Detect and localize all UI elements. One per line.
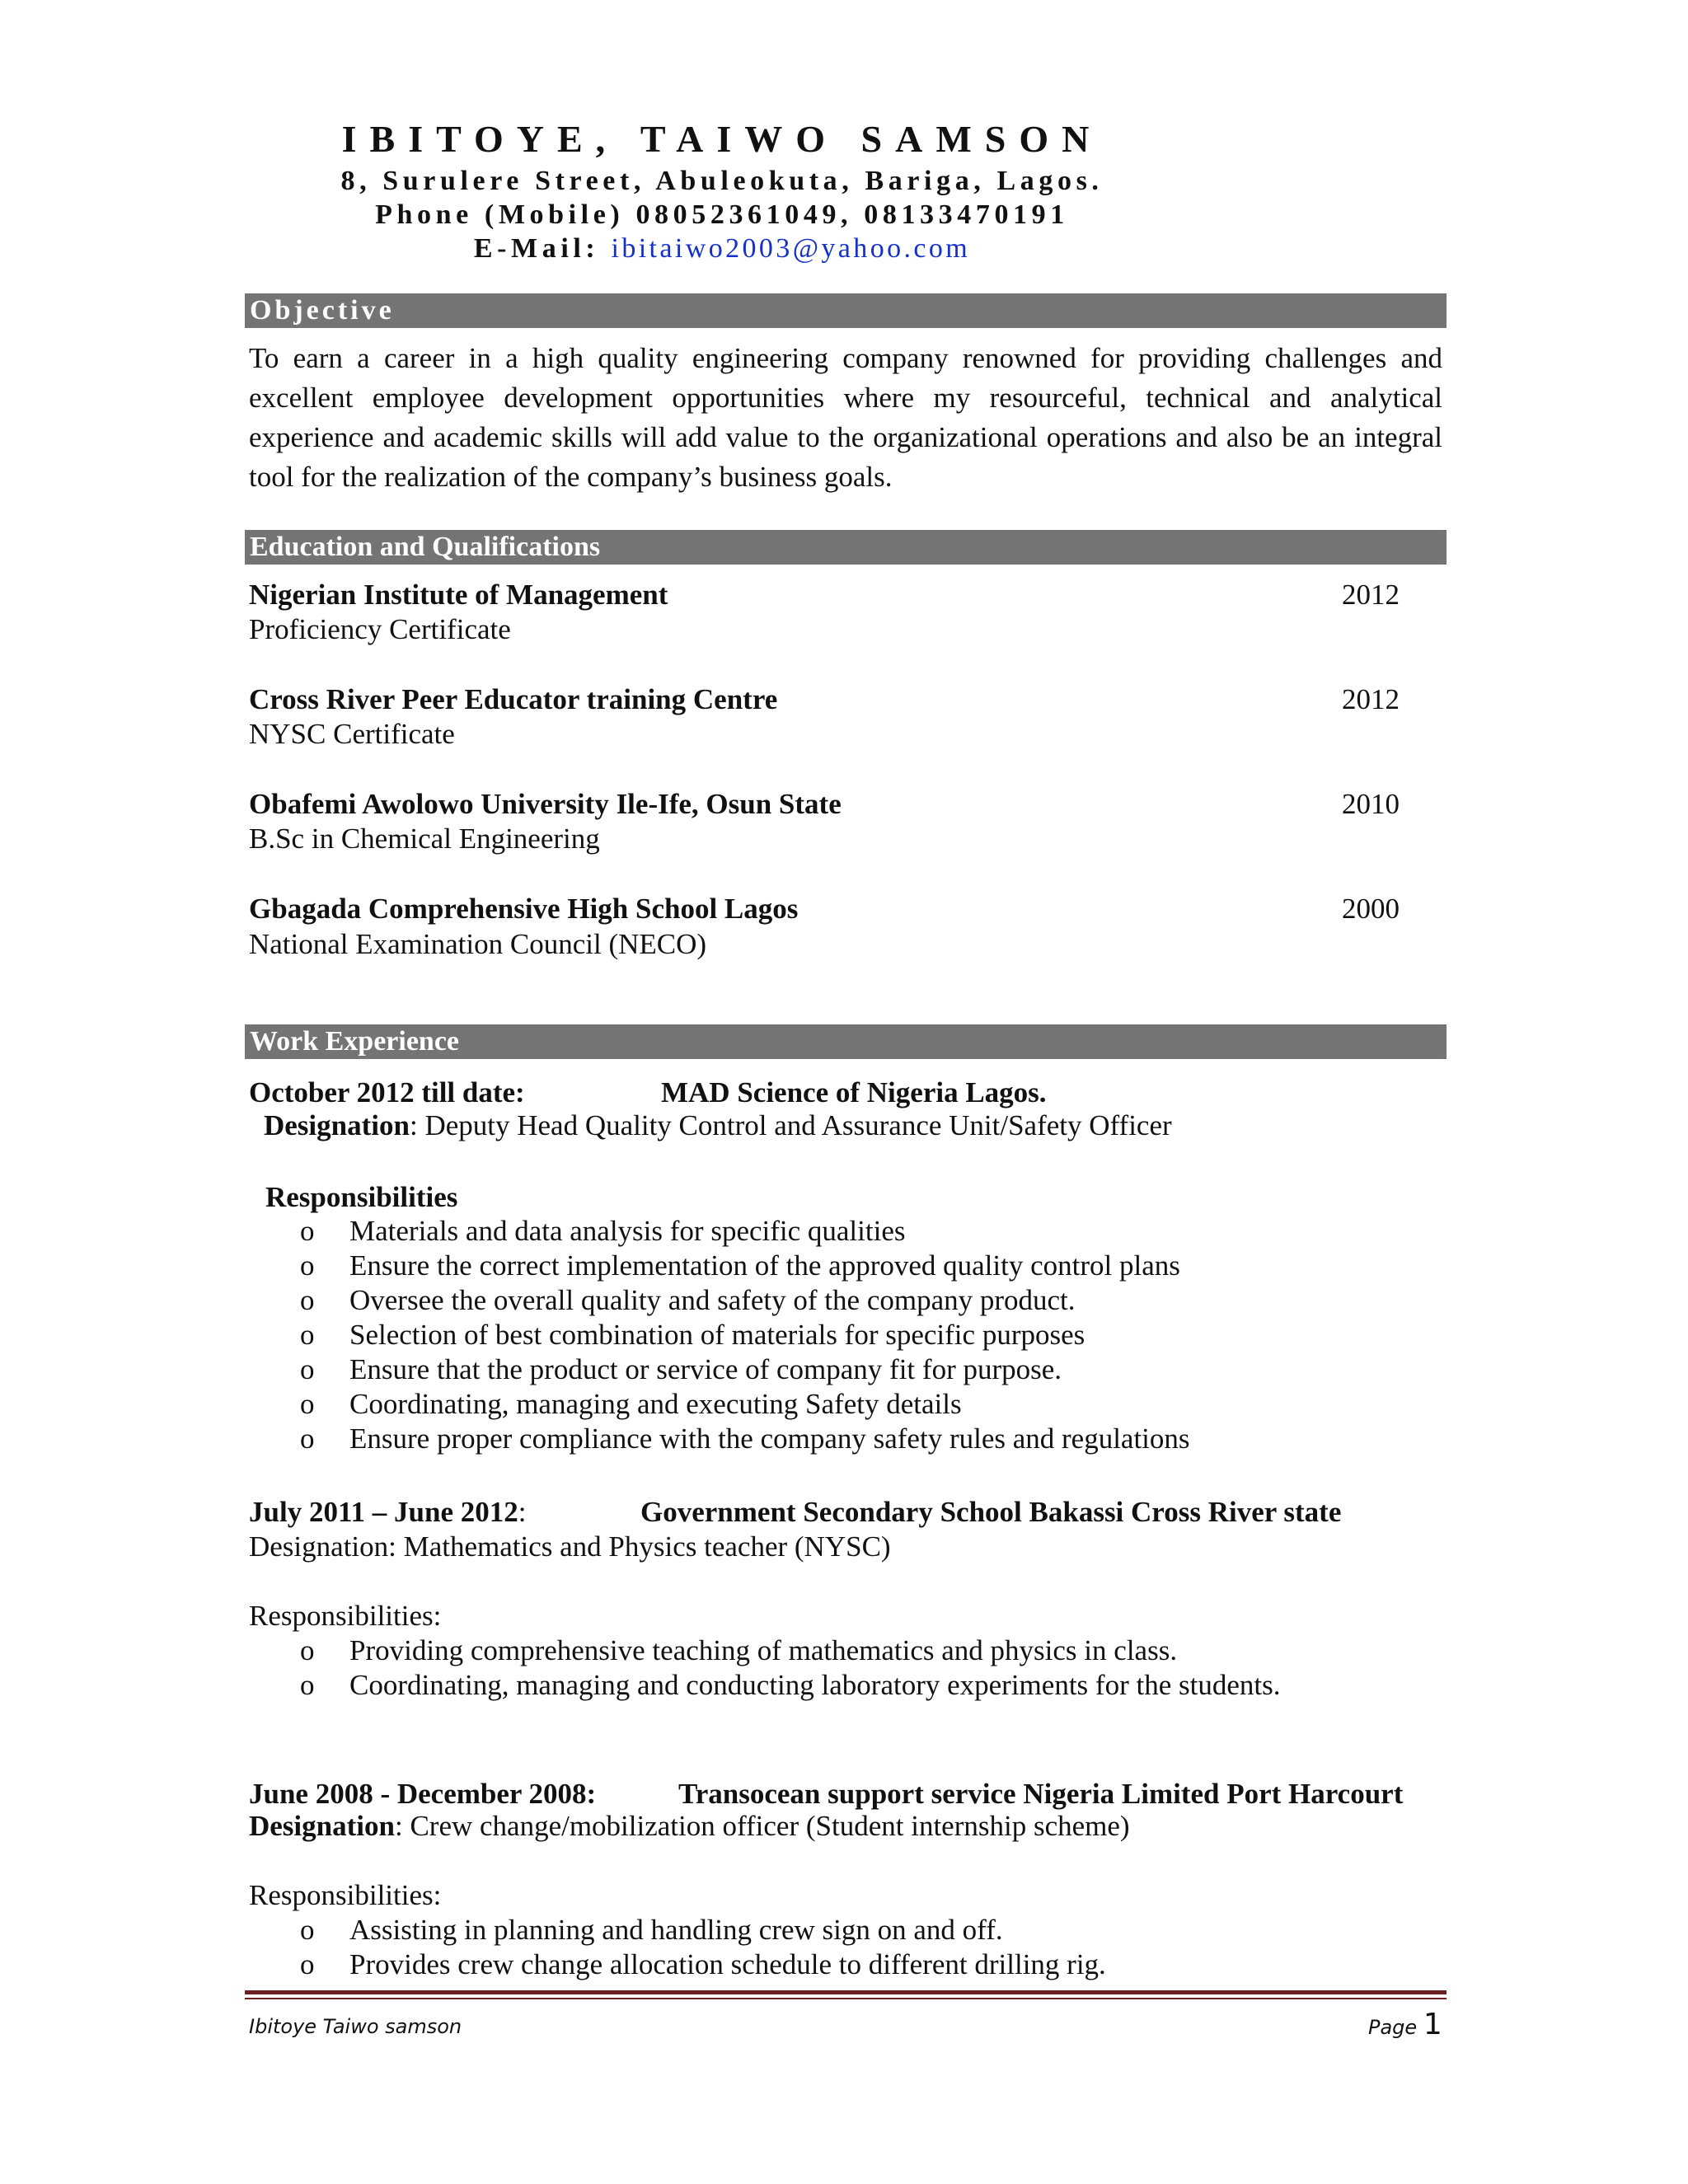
footer-author: Ibitoye Taiwo samson (249, 2015, 462, 2038)
job-period: October 2012 till date: (249, 1076, 525, 1108)
responsibilities-list: o Providing comprehensive teaching of mathematics and physics in class. o Coordinating, managing and conducting laboratory experiments for the students. (300, 1634, 1281, 1701)
email-label: E-Mail: (473, 233, 600, 264)
objective-heading: Objective (245, 293, 1447, 328)
education-institution: Cross River Peer Educator training Centre (249, 683, 778, 715)
email-line (0, 232, 1444, 266)
job-designation (264, 1109, 1172, 1142)
job-period: June 2008 - December 2008: (249, 1778, 597, 1810)
education-year: 2000 (1342, 893, 1400, 925)
candidate-name: IBITOYE, TAIWO SAMSON (341, 118, 1103, 160)
objective-text: To earn a career in a high quality engineering company renowned for providing challenges and excellent employee development opportunities where my resourceful, technical and analytical experience and academic skills will add value to the organizational operations and also be an integral tool for the realization of the company’s business goals. (249, 342, 1442, 493)
job-period: July 2011 – June 2012: (249, 1496, 527, 1528)
education-institution: Obafemi Awolowo University Ile-Ife, Osun State (249, 788, 842, 820)
responsibilities-list: o Materials and data analysis for specific qualities o Ensure the correct implementation of the approved quality control plans o Oversee the overall quality and safety of the company product. o Selection of best combination of materials for specific purposes o Ensure that the product or service of company fit for purpose. o Coordinating, managing and executing Safety details o Ensure proper compliance with the company safety rules and regulations (300, 1215, 1190, 1455)
education-institution: Nigerian Institute of Management (249, 579, 668, 611)
job-employer: Government Secondary School Bakassi Cross River state (640, 1496, 1342, 1528)
education-year: 2012 (1342, 579, 1400, 611)
education-heading: Education and Qualifications (245, 530, 1447, 565)
job-designation: Designation: Crew change/mobilization officer (Student internship scheme) (249, 1810, 1130, 1842)
designation-value: : Deputy Head Quality Control and Assurance Unit/Safety Officer (409, 1109, 1172, 1141)
job-designation: Designation: Mathematics and Physics teacher (NYSC) (249, 1530, 891, 1563)
responsibilities-label: Responsibilities: (249, 1879, 442, 1911)
education-qualification: NYSC Certificate (249, 718, 455, 750)
phone-line: Phone (Mobile) 08052361049, 08133470191 (375, 199, 1069, 230)
responsibilities-label: Responsibilities: (249, 1600, 442, 1632)
job-employer: MAD Science of Nigeria Lagos. (661, 1076, 1047, 1108)
footer-rule (245, 1990, 1447, 1994)
email-link[interactable]: ibitaiwo2003@yahoo.com (611, 233, 971, 264)
job-employer: Transocean support service Nigeria Limited Port Harcourt (678, 1778, 1404, 1810)
education-qualification: Proficiency Certificate (249, 613, 511, 645)
work-heading: Work Experience (245, 1024, 1447, 1059)
footer-rule-thin (245, 1998, 1447, 1999)
education-qualification: B.Sc in Chemical Engineering (249, 823, 600, 855)
responsibilities-list: o Assisting in planning and handling crew sign on and off. o Provides crew change allocation schedule to different drilling rig. (300, 1914, 1106, 1980)
responsibilities-label: Responsibilities (265, 1181, 458, 1213)
education-year: 2012 (1342, 683, 1400, 715)
address-line: 8, Surulere Street, Abuleokuta, Bariga, Lagos. (340, 166, 1104, 196)
designation-label: Designation (264, 1109, 410, 1141)
education-year: 2010 (1342, 788, 1400, 820)
education-qualification: National Examination Council (NECO) (249, 928, 707, 960)
page-number: Page 1 (1368, 2008, 1442, 2041)
education-institution: Gbagada Comprehensive High School Lagos (249, 893, 799, 925)
